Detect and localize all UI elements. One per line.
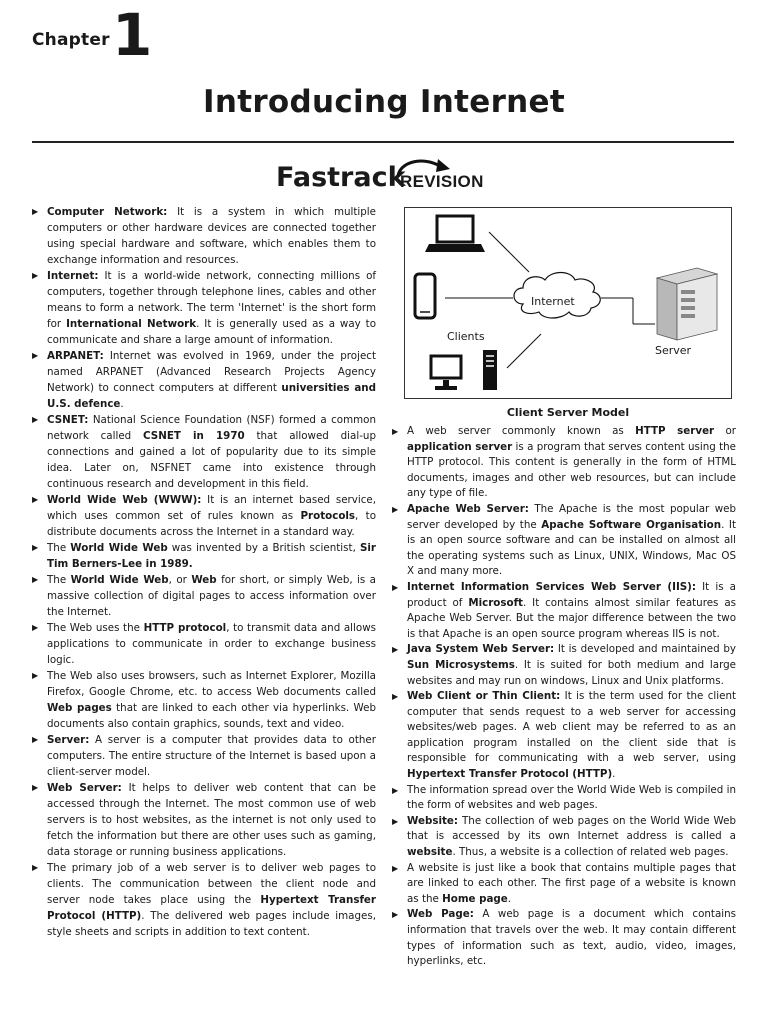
- bold-term: World Wide Web: [70, 574, 169, 586]
- bold-term: Protocols: [300, 510, 356, 522]
- item-text: It helps to deliver web content that can be accessed through the Internet. The most common use of web servers is to host websites, as the internet is not only used to fetch the information but there are other uses such as gaming, data storage or running business applications.: [47, 782, 376, 858]
- bold-term: universities and U.S. defence: [47, 382, 377, 410]
- item-text: was invented by a British scientist,: [167, 542, 360, 554]
- item-text: . It is suited for both medium and large websites and may run on windows, Linux and Unix platforms.: [407, 658, 736, 687]
- item-text: The collection of web pages on the World Wide Web that is accessed by its own Internet address is called a: [407, 814, 736, 843]
- item-text: The Web also uses browsers, such as Internet Explorer, Mozilla Firefox, Google Chrome, etc. to access Web documents called: [47, 670, 376, 698]
- bullet-item: [32, 348, 376, 412]
- page-title: Introducing Internet: [203, 84, 565, 120]
- clients-label: Clients: [447, 330, 485, 343]
- bullet-item: [392, 642, 736, 689]
- bullet-item: [32, 732, 376, 780]
- bold-term: Web: [191, 574, 217, 586]
- item-text: It is a world-wide network, connecting millions of computers, together through telephone lines, cables and other means to form a network. The term 'Internet' is the short form for: [47, 270, 376, 330]
- bullet-item: [392, 907, 736, 969]
- item-text: that are linked to each other via hyperlinks. Web documents also contain graphics, sounds, text and video.: [47, 702, 376, 730]
- server-label: Server: [655, 344, 692, 357]
- bold-term: Web Client or Thin Client:: [407, 690, 561, 703]
- item-text: .: [612, 768, 616, 781]
- bold-term: Apache Software Organisation: [541, 518, 722, 531]
- bold-term: CSNET in 1970: [143, 430, 245, 442]
- item-text: It is a product of: [407, 580, 736, 609]
- item-text: is a program that serves content using the HTTP protocol. This content is generally in the form of HTML documents, images and other web resources, but can include any type of file.: [407, 440, 736, 500]
- left-column: [32, 204, 376, 940]
- diagram-caption: Client Server Model: [506, 406, 630, 419]
- bold-term: International Network: [66, 318, 197, 330]
- item-text: It is an internet based service, which uses common set of rules known as: [47, 494, 376, 522]
- internet-label: Internet: [531, 295, 575, 308]
- bold-term: Internet:: [47, 270, 99, 282]
- item-text: The: [47, 574, 71, 586]
- item-text: A server is a computer that provides data to other computers. The entire structure of the Internet is based upon a client-server model.: [47, 734, 376, 778]
- item-text: The information spread over the World Wide Web is compiled in the form of websites and web pages.: [407, 783, 736, 812]
- bold-term: application server: [407, 440, 513, 453]
- bold-term: Sir Tim Berners-Lee in 1989.: [47, 542, 376, 570]
- item-text: .: [120, 398, 124, 410]
- item-text: A web server commonly known as: [407, 425, 636, 437]
- bold-term: Website:: [407, 814, 459, 827]
- item-text: The primary job of a web server is to deliver web pages to clients. The communication between the client node and server node takes place using the: [47, 862, 376, 906]
- bullet-item: [392, 689, 736, 783]
- bullet-item: [32, 268, 376, 348]
- item-text: National Science Foundation (NSF) formed a common network called: [47, 414, 376, 442]
- bullet-item: [392, 861, 736, 908]
- fastrack-word: Fastrack: [276, 162, 406, 193]
- chapter-word: Chapter: [32, 30, 110, 50]
- bold-term: HTTP server: [635, 425, 715, 437]
- item-text: . Thus, a website is a collection of related web pages.: [452, 846, 729, 859]
- item-text: . It is generally used as a way to communicate and share a large amount of information.: [47, 318, 376, 346]
- item-text: . It contains almost similar features as Apache Web Server. But the major difference between the two is that Apache is an open source program whereas IIS is not.: [407, 596, 736, 640]
- laptop-icon: [425, 216, 485, 252]
- item-text: .: [507, 892, 512, 905]
- desktop-icon: [431, 350, 497, 390]
- item-text: It is a system in which multiple computers or other hardware devices are connected together using special hardware and software, which enables them to exchange information and resources.: [47, 206, 376, 266]
- item-text: or: [714, 425, 736, 437]
- item-text: The Web uses the: [47, 622, 144, 634]
- item-text: It is developed and maintained by: [554, 643, 736, 656]
- item-text: Internet was evolved in 1969, under the project named ARPANET (Advanced Research Projects Agency Network) to connect computers at different: [47, 350, 376, 394]
- bold-term: Web pages: [47, 702, 112, 714]
- bold-term: CSNET:: [47, 414, 89, 426]
- server-icon: [657, 268, 717, 340]
- bold-term: Web Page:: [407, 908, 474, 921]
- bold-term: Server:: [47, 734, 90, 746]
- bold-term: Sun Microsystems: [407, 658, 515, 671]
- bullet-item: [32, 572, 376, 620]
- bold-term: Web Server:: [47, 782, 122, 794]
- bold-term: Java System Web Server:: [407, 643, 555, 656]
- bullet-item: [392, 580, 736, 642]
- item-text: , or: [168, 574, 192, 586]
- bullet-item: [32, 492, 376, 540]
- bullet-item: [32, 412, 376, 492]
- bullet-item: [392, 502, 736, 580]
- bold-term: ARPANET:: [47, 350, 104, 362]
- bold-term: Home page: [442, 892, 508, 905]
- item-text: The Apache is the most popular web server developed by the: [407, 502, 736, 531]
- item-text: for short, or simply Web, is a massive collection of digital pages to access information over the Internet.: [47, 574, 376, 618]
- item-text: It is the term used for the client computer that sends request to a web server for accessing websites/web pages. A web client may be referred to as an application program installed on the client side that is responsible for communicating with a web server, using: [407, 690, 737, 765]
- bullet-item: [32, 620, 376, 668]
- bold-term: Internet Information Services Web Server (IIS):: [407, 580, 697, 593]
- bold-term: HTTP protocol: [143, 622, 227, 634]
- client-server-diagram: [404, 207, 732, 399]
- title-divider: [32, 141, 734, 143]
- item-text: The: [47, 542, 71, 554]
- bold-term: Computer Network:: [47, 206, 168, 218]
- item-text: , to distribute documents across the Internet in a standard way.: [47, 510, 376, 538]
- revision-badge: REVISION: [400, 172, 484, 191]
- bold-term: World Wide Web (WWW):: [47, 494, 202, 506]
- item-text: A website is just like a book that contains multiple pages that are linked to each other. The first page of a website is known as the: [407, 861, 736, 905]
- bullet-item: [392, 424, 736, 502]
- item-text: . The delivered web pages include images, style sheets and scripts in addition to text content.: [47, 910, 376, 938]
- bullet-item: [392, 814, 736, 861]
- bullet-item: [32, 204, 376, 268]
- item-text: that allowed dial-up connections and gained a lot of popularity due to its simple idea. Later on, NSFNET came into existence through continuous research and development in this field.: [47, 430, 376, 490]
- bold-term: World Wide Web: [70, 542, 168, 554]
- bold-term: Hypertext Transfer Protocol (HTTP): [407, 768, 613, 781]
- bullet-item: [32, 860, 376, 940]
- bullet-item: [392, 783, 736, 814]
- item-text: . It is an open source software and can be installed on almost all the operating systems such as Linux, UNIX, Windows, Mac OS X and many more.: [407, 518, 737, 578]
- item-text: A web page is a document which contains information that travels over the web. It may contain different types of information such as text, audio, video, images, hyperlinks, etc.: [407, 908, 736, 968]
- bullet-item: [32, 668, 376, 732]
- phone-icon: [415, 274, 435, 318]
- bold-term: website: [407, 846, 453, 859]
- bold-term: Hypertext Transfer Protocol (HTTP): [47, 894, 376, 922]
- bold-term: Microsoft: [468, 596, 523, 609]
- item-text: , to transmit data and allows applications to communicate in order to exchange business logic.: [47, 622, 376, 666]
- right-column: [392, 424, 736, 970]
- bold-term: Apache Web Server:: [407, 502, 529, 515]
- chapter-number: 1: [112, 1, 153, 69]
- bullet-item: [32, 780, 376, 860]
- bullet-item: [32, 540, 376, 572]
